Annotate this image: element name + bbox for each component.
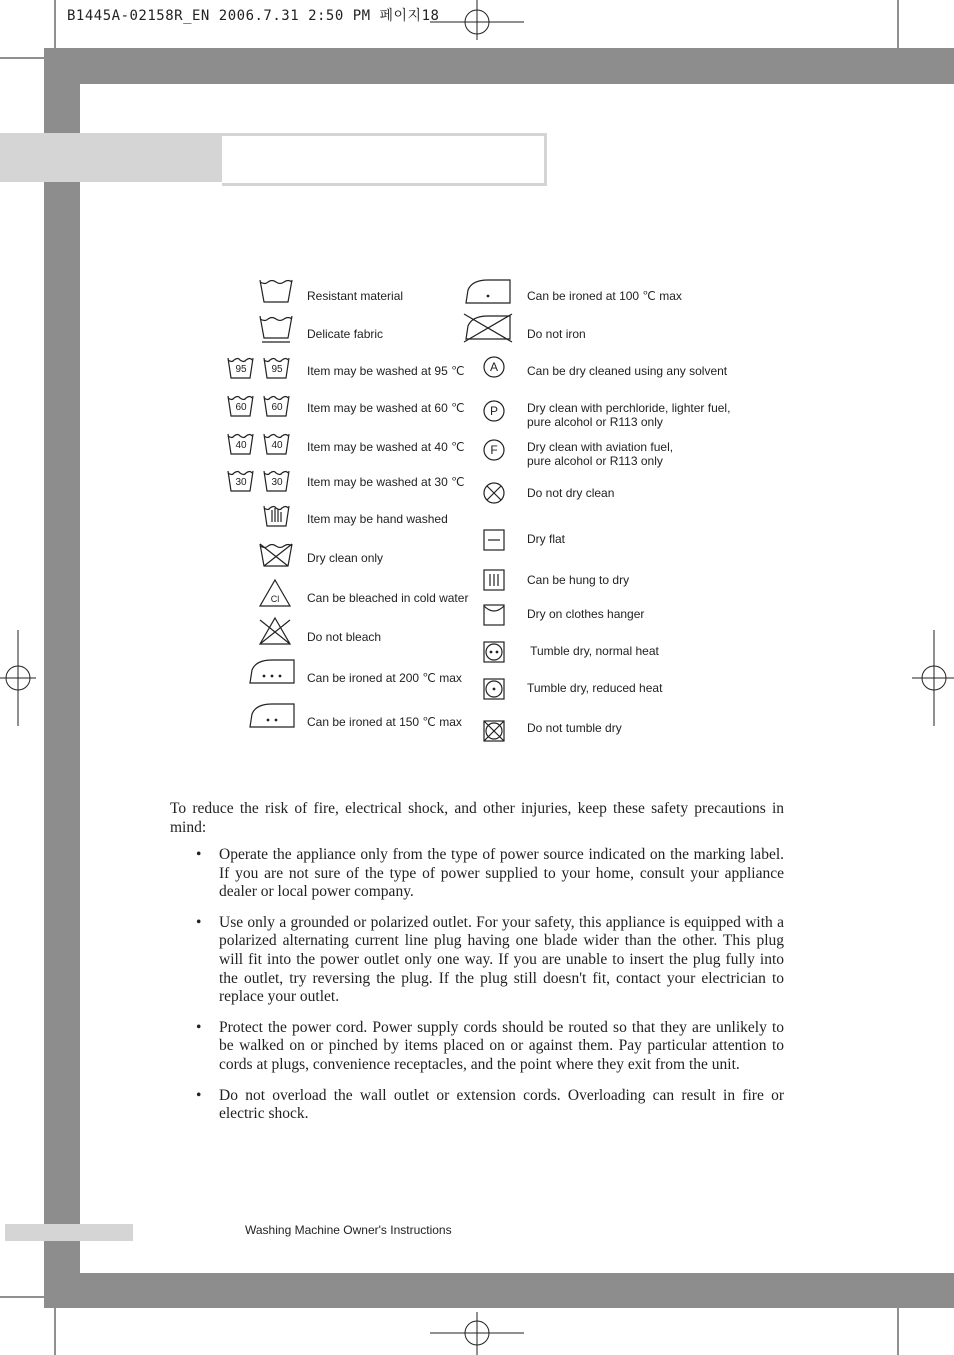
print-header: B1445A-02158R_EN 2006.7.31 2:50 PM 페이지18: [67, 8, 440, 24]
symbol-label-dry-clean-p: Dry clean with perchloride, lighter fuel,: [527, 401, 731, 415]
wash-95-number-left: 95: [235, 364, 247, 375]
left-symbol-icons: [220, 270, 310, 740]
frame-left: [44, 48, 80, 1308]
frame-bottom: [44, 1273, 954, 1308]
dry-clean-f-mark: F: [490, 443, 498, 457]
symbol-label-dry-clean-only: Dry clean only: [307, 551, 384, 565]
wash-tub-delicate-icon: [260, 316, 292, 342]
hand-wash-icon: [264, 506, 289, 526]
bullet-text: Use only a grounded or polarized outlet. For your safety, this appliance is equipped with a polarized alternating current line plug having one blade wider than the other. This plug will fit into the power outlet only one way. If you are unable to insert the plug fully into the outlet, try reversing the plug. If the plug still doesn't fit, contact your electrician to replace your outlet.: [219, 913, 784, 1006]
right-symbol-icons: [460, 276, 520, 746]
clothes-hanger-icon: [484, 605, 504, 625]
wash-60-number-left: 60: [235, 402, 247, 413]
symbol-label-tumble-normal: Tumble dry, normal heat: [527, 644, 659, 658]
section-tab: [0, 133, 225, 182]
registration-mark-bottom: [430, 1312, 524, 1355]
symbol-label-wash-60: Item may be washed at 60 ℃: [307, 401, 465, 415]
symbol-label-iron-200: Can be ironed at 200 ℃ max: [307, 671, 462, 685]
wash-40-number-right: 40: [271, 440, 283, 451]
iron-100-icon: [466, 280, 510, 303]
bullet-text: Protect the power cord. Power supply cords should be routed so that they are unlikely to be walked on or pinched by items placed on or against them. Pay particular attention to cords at plugs, convenience receptacles, and the point where they exit from the unit.: [219, 1018, 784, 1073]
bullet-text: Do not overload the wall outlet or extension cords. Overloading can result in fire or electric shock.: [219, 1086, 784, 1123]
hang-dry-icon: [484, 570, 504, 590]
wash-30-number-left: 30: [235, 477, 247, 488]
registration-mark-right: [912, 630, 954, 726]
symbol-label-hang-dry: Can be hung to dry: [527, 573, 630, 587]
symbol-label-tumble-reduced: Tumble dry, reduced heat: [527, 681, 663, 695]
symbol-label-wash-40: Item may be washed at 40 ℃: [307, 440, 465, 454]
wash-95-number-right: 95: [271, 364, 283, 375]
symbol-label-hanger: Dry on clothes hanger: [527, 607, 645, 621]
symbol-label-dry-clean-p-line2: pure alcohol or R113 only: [527, 415, 663, 429]
dry-clean-only-icon: [260, 544, 292, 566]
do-not-bleach-icon: [260, 618, 290, 644]
symbol-label-dry-clean-f: Dry clean with aviation fuel,: [527, 440, 674, 454]
registration-mark-top: [430, 0, 524, 40]
symbol-label-dry-clean-f-line2: pure alcohol or R113 only: [527, 454, 663, 468]
frame-top: [44, 48, 954, 84]
symbol-label-iron-100: Can be ironed at 100 ℃ max: [527, 289, 682, 303]
symbol-label-wash-30: Item may be washed at 30 ℃: [307, 475, 465, 489]
symbol-label-dry-clean-a: Can be dry cleaned using any solvent: [527, 364, 728, 378]
do-not-dry-clean-icon: [484, 483, 504, 503]
symbol-label-dry-flat: Dry flat: [527, 532, 566, 546]
dry-clean-p-mark: P: [489, 404, 499, 418]
bullet-marker: •: [196, 913, 202, 931]
iron-150-icon: [250, 704, 294, 727]
symbol-label-no-tumble: Do not tumble dry: [527, 721, 622, 735]
symbol-label-resistant: Resistant material: [307, 289, 404, 303]
tumble-normal-icon: [484, 642, 504, 662]
symbol-label-bleach: Can be bleached in cold water: [307, 591, 469, 605]
safety-bullet: [196, 1087, 784, 1124]
registration-mark-left: [0, 630, 36, 726]
bullet-text: Operate the appliance only from the type of power source indicated on the marking label. If you are not sure of the type of power supplied to your home, consult your appliance dealer or local power company.: [219, 846, 784, 901]
bleach-cl-mark: Cl: [270, 594, 280, 604]
page-footer: Washing Machine Owner's Instructions: [245, 1223, 452, 1237]
dry-flat-icon: [484, 530, 504, 550]
safety-bullet: [196, 1019, 784, 1075]
symbol-label-no-iron: Do not iron: [527, 327, 586, 341]
safety-bullet-list: [196, 846, 784, 1136]
wash-40-number-left: 40: [235, 440, 247, 451]
do-not-iron-icon: [464, 314, 512, 342]
bullet-marker: •: [196, 1018, 202, 1036]
symbol-label-delicate: Delicate fabric: [307, 327, 384, 341]
safety-intro: To reduce the risk of fire, electrical shock, and other injuries, keep these safety precautions in mind:: [170, 800, 784, 836]
symbol-label-hand-wash: Item may be hand washed: [307, 512, 448, 526]
wash-tub-icon: [260, 280, 292, 302]
bullet-marker: •: [196, 846, 202, 863]
symbol-label-iron-150: Can be ironed at 150 ℃ max: [307, 715, 462, 729]
symbol-label-no-dry-clean: Do not dry clean: [527, 486, 615, 500]
section-title-box: [222, 133, 547, 186]
safety-bullet: [196, 914, 784, 1007]
wash-60-number-right: 60: [271, 402, 283, 413]
dry-clean-a-mark: A: [489, 360, 499, 374]
do-not-tumble-icon: [484, 721, 504, 741]
symbol-label-wash-95: Item may be washed at 95 ℃: [307, 364, 465, 378]
footer-tab: [5, 1224, 133, 1241]
iron-200-icon: [250, 660, 294, 683]
bullet-marker: •: [196, 1086, 202, 1104]
safety-bullet: [196, 846, 784, 902]
symbol-label-no-bleach: Do not bleach: [307, 630, 382, 644]
wash-30-number-right: 30: [271, 477, 283, 488]
